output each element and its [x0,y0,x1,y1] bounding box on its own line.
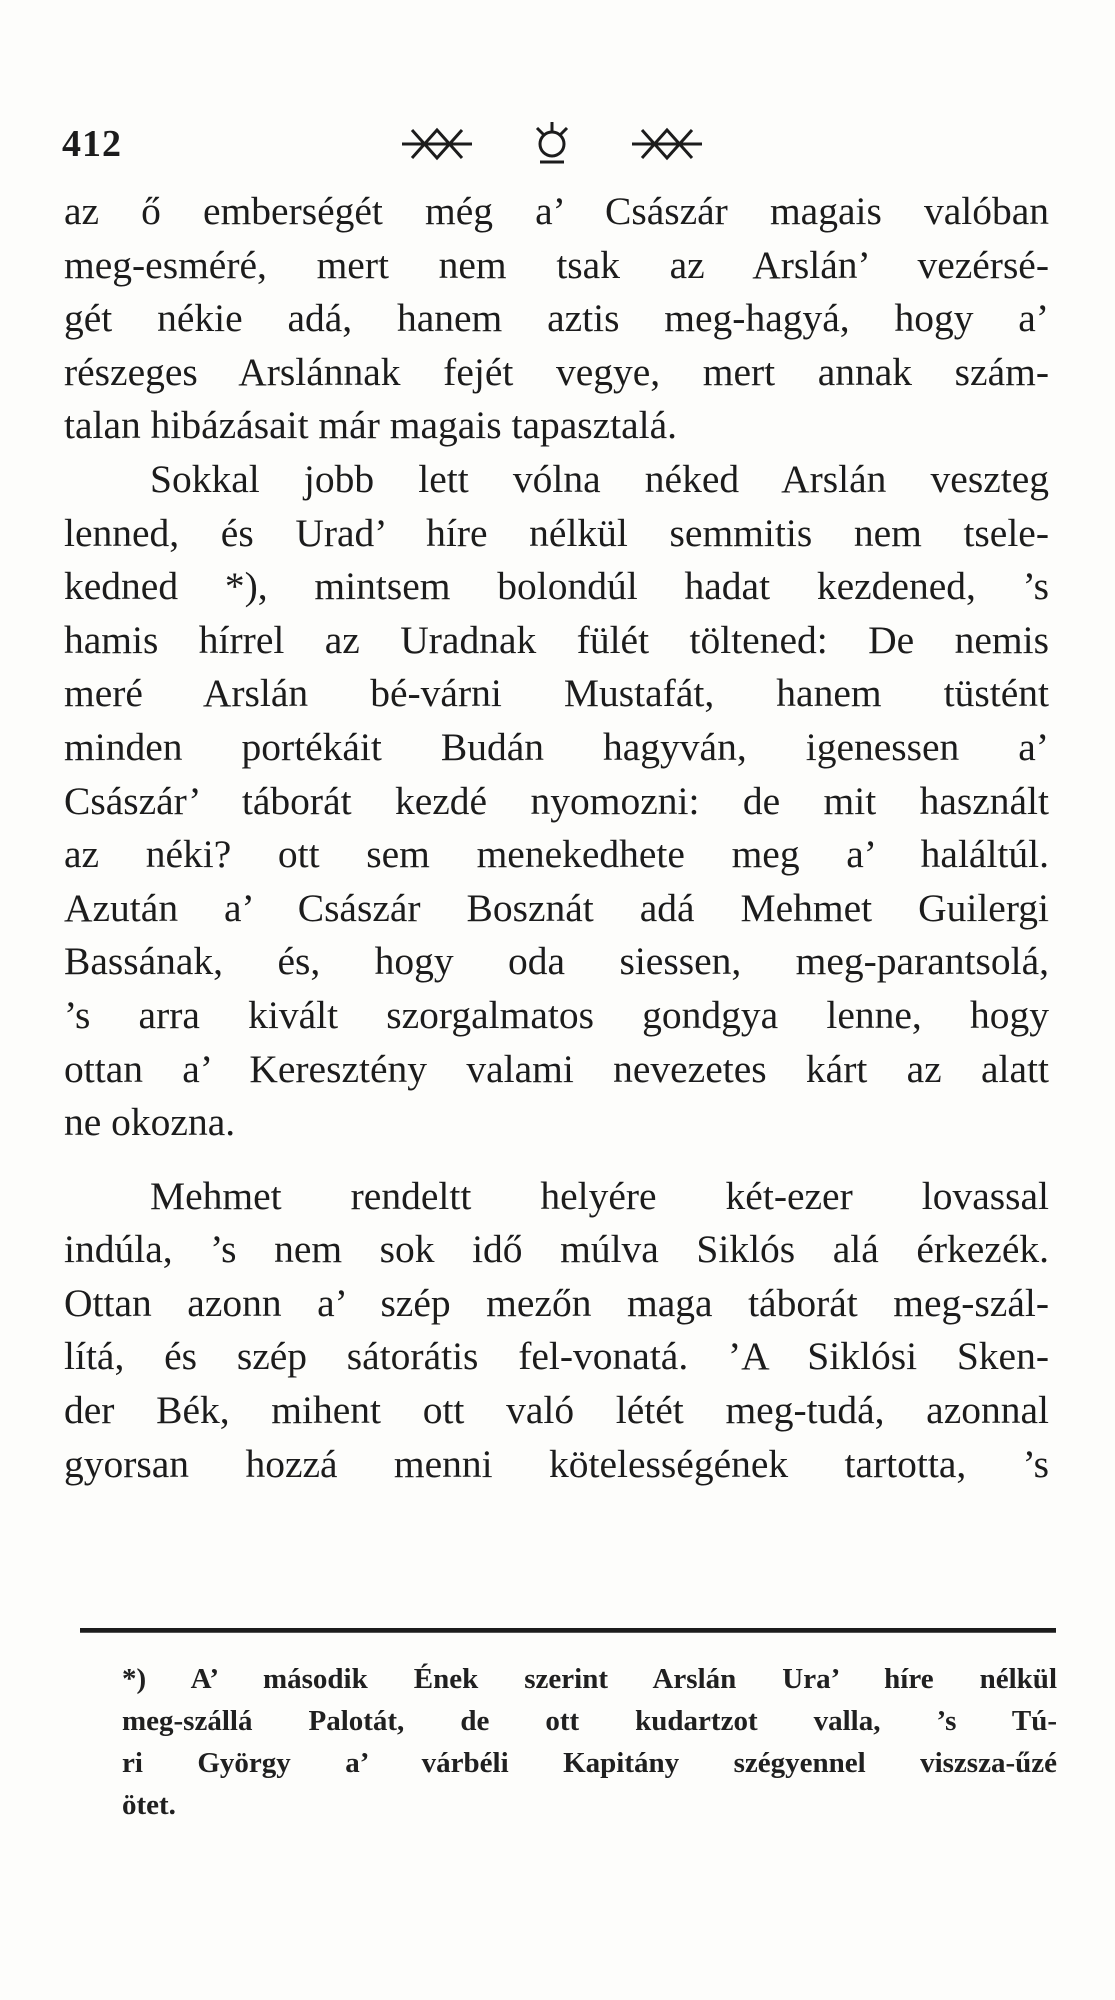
text-line: hamis hírrel az Uradnak fülét töltened: De nemis [64,617,1049,662]
text-line: meg-esméré, mert nem tsak az Arslán’ vezérsé- [64,242,1049,287]
footnote-divider [80,1628,1056,1633]
text-line: ne okozna. [64,1100,236,1145]
main-text [64,185,1049,1491]
text-line: Bassának, és, hogy oda siessen, meg-parantsolá, [64,939,1049,984]
footnote-line: *) A’ második Ének szerint Arslán Ura’ híre nélkül [122,1663,1057,1695]
text-line: ottan a’ Keresztény valami nevezetes kárt az alatt [64,1046,1049,1091]
footnote [122,1658,1057,1826]
text-line: gét nékie adá, hanem aztis meg-hagyá, hogy a’ [64,296,1049,341]
text-line: az ő emberségét még a’ Császár magais valóban [64,189,1049,233]
text-line: lenned, és Urad’ híre nélkül semmitis nem tsele- [64,510,1049,555]
text-line: minden portékáit Budán hagyván, igenessen a’ [64,724,1049,769]
text-line: lítá, és szép sátorátis fel-vonatá. ’A Siklósi Sken- [64,1334,1049,1379]
text-line: gyorsan hozzá menni kötelességének tartotta, ’s [64,1441,1049,1486]
footnote-line: meg-szállá Palotát, de ott kudartzot valla, ’s Tú- [122,1705,1057,1737]
text-line: meré Arslán bé-várni Mustafát, hanem tüstént [64,671,1049,716]
text-line: Ottan azonn a’ szép mezőn maga táborát meg-szál- [64,1280,1049,1325]
text-line: Mehmet rendeltt helyére két-ezer lovassal [150,1173,1049,1218]
text-line: indúla, ’s nem sok idő múlva Siklós alá érkezék. [64,1227,1049,1272]
page-header [62,118,1052,178]
text-line: az néki? ott sem menekedhete meg a’ haláltúl. [64,832,1049,877]
header-ornament-icon [392,118,712,174]
text-line: Sokkal jobb lett vólna néked Arslán veszteg [150,456,1049,501]
text-line: der Bék, mihent ott való létét meg-tudá, azonnal [64,1388,1049,1433]
footnote-line: ötet. [122,1789,176,1821]
text-line: Azután a’ Császár Bosznát adá Mehmet Guilergi [64,885,1049,930]
page-number: 412 [62,123,122,165]
text-line: Császár’ táborát kezdé nyomozni: de mit használt [64,778,1049,823]
paragraph-gap [64,1150,1049,1170]
footnote-line: ri György a’ várbéli Kapitány szégyennel viszsza-űzé [122,1747,1057,1779]
text-line: kedned *), mintsem bolondúl hadat kezdened, ’s [64,564,1049,609]
text-line: ’s arra kivált szorgalmatos gondgya lenne, hogy [64,992,1049,1037]
text-line: talan hibázásait már magais tapasztalá. [64,403,678,448]
text-line: részeges Arslánnak fejét vegye, mert annak szám- [64,349,1049,394]
